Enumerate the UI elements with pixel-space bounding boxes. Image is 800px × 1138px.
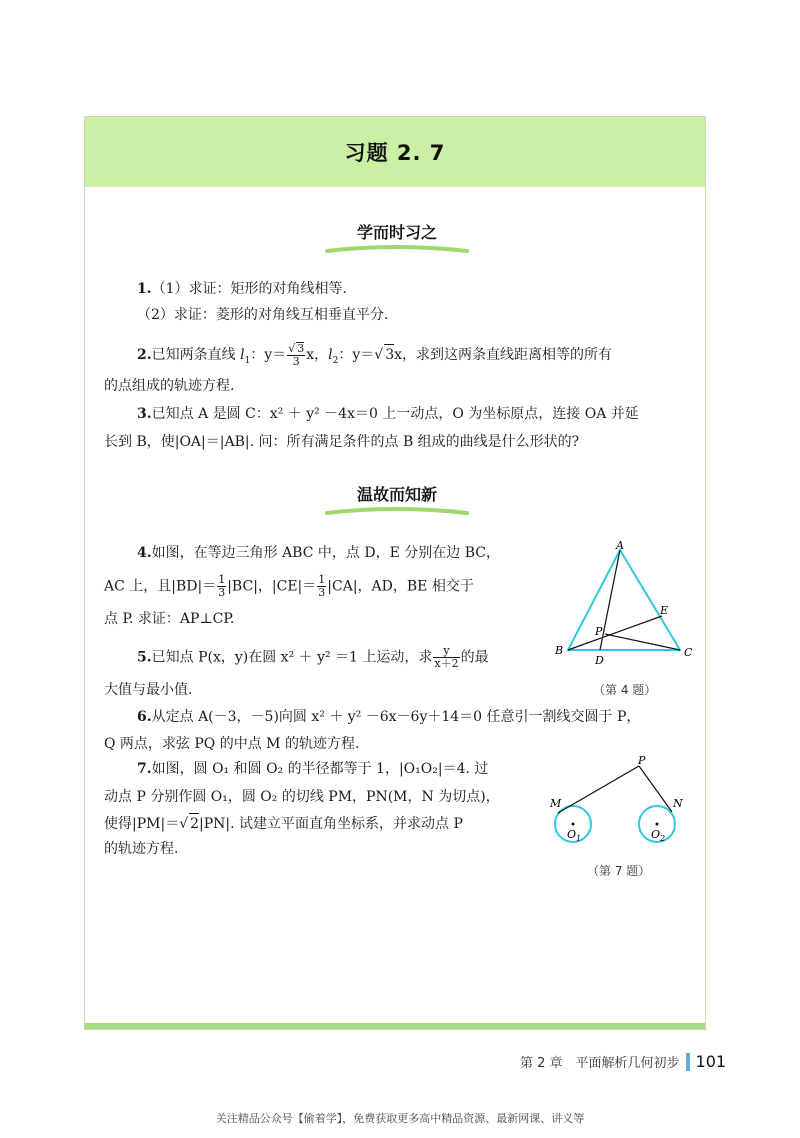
label-a: A xyxy=(616,540,624,552)
label-c: C xyxy=(684,646,693,659)
panel-header xyxy=(85,117,705,187)
label-m: M xyxy=(550,797,562,810)
section-heading-1 xyxy=(317,220,477,255)
problem-2-line-1: 2.已知两条直线 $l_1$：y＝ $\frac{√ 3}{3}$ x，$l_2$：y＝√ 3x，求到这两条直线距离相等的所有 xyxy=(137,342,613,368)
segment-pc xyxy=(605,634,680,650)
section-heading-2-text: 温故而知新 xyxy=(356,485,437,504)
problem-5-line-1: 5.已知点 P(x，y)在圆 x² ＋ y² ＝1 上运动，求 $\frac{y}{x+2}$ 的最 xyxy=(137,644,489,670)
problem-4-line-1: 4.如图，在等边三角形 ABC 中，点 D，E 分别在边 BC， xyxy=(137,545,500,561)
label-b: B xyxy=(555,644,564,657)
problem-3-line-1: 3.已知点 A 是圆 C：x² ＋ y² －4x＝0 上一动点，O 为坐标原点，连接 OA 并延 xyxy=(137,406,639,422)
problem-3-line-2: 长到 B，使|OA|＝|AB|. 问：所有满足条件的点 B 组成的曲线是什么形状的? xyxy=(104,434,580,450)
section-heading-1-text: 学而时习之 xyxy=(356,223,437,242)
problem-4-line-2: AC 上，且|BD|＝ $\frac{1}{3}$ |BC|，|CE|＝ $\frac{1}{3}$ |CA|，AD，BE 相交于 xyxy=(104,573,474,599)
page-title: 习题 2. 7 xyxy=(344,141,446,165)
problem-1-a: 1.（1）求证：矩形的对角线相等. xyxy=(137,281,347,297)
bottom-note: 关注精品公众号【偷着学】，免费获取更多高中精品资源、最新网课、讲义等 xyxy=(215,1112,585,1125)
problem-7-line-4: 的轨迹方程. xyxy=(104,841,179,857)
label-o2: $O_2$ xyxy=(651,828,666,843)
triangle-abc xyxy=(568,550,680,650)
chapter-label: 第 2 章 平面解析几何初步 xyxy=(520,1056,680,1071)
footer-accent-bar xyxy=(686,1053,690,1071)
label-n: N xyxy=(673,797,683,810)
panel-footer-bar xyxy=(85,1023,705,1029)
problem-7-line-2: 动点 P 分别作圆 O₁，圆 O₂ 的切线 PM，PN(M，N 为切点)， xyxy=(104,789,500,805)
swoosh-decoration xyxy=(322,507,472,517)
figure-4-triangle xyxy=(550,540,700,670)
problem-6-line-2: Q 两点，求弦 PQ 的中点 M 的轨迹方程. xyxy=(104,736,360,752)
problem-1-b: （2）求证：菱形的对角线互相垂直平分. xyxy=(137,307,389,323)
center-o1 xyxy=(572,823,575,826)
problem-7-line-1: 7.如图，圆 O₁ 和圆 O₂ 的半径都等于 1，|O₁O₂|＝4. 过 xyxy=(137,761,489,777)
problem-6-line-1: 6.从定点 A(－3，－5)向圆 x² ＋ y² －6x－6y＋14＝0 任意引一割线交圆于 P， xyxy=(137,709,641,725)
swoosh-decoration xyxy=(322,245,472,255)
label-o1: $O_1$ xyxy=(567,828,582,843)
page-number: 101 xyxy=(695,1052,727,1071)
fraction-sqrt3-over-3: $\frac{√ 3}{3}$ xyxy=(288,342,305,368)
page-footer xyxy=(520,1052,726,1071)
figure-7-circles xyxy=(545,752,705,852)
label-e: E xyxy=(660,604,669,617)
problem-4-line-3: 点 P. 求证：AP⊥CP. xyxy=(104,611,235,627)
problem-2-line-2: 的点组成的轨迹方程. xyxy=(104,378,235,394)
problem-5-line-2: 大值与最小值. xyxy=(104,682,193,698)
label-p: P xyxy=(595,625,603,638)
figure-7-caption: （第 7 题） xyxy=(587,864,651,878)
problem-7-line-3: 使得|PM|＝√ 2|PN|. 试建立平面直角坐标系，并求动点 P xyxy=(104,813,463,834)
tangent-pm xyxy=(558,766,639,813)
figure-4-caption: （第 4 题） xyxy=(593,683,657,697)
section-heading-2 xyxy=(317,482,477,517)
label-p: P xyxy=(638,754,646,767)
label-d: D xyxy=(595,654,604,667)
center-o2 xyxy=(656,823,659,826)
